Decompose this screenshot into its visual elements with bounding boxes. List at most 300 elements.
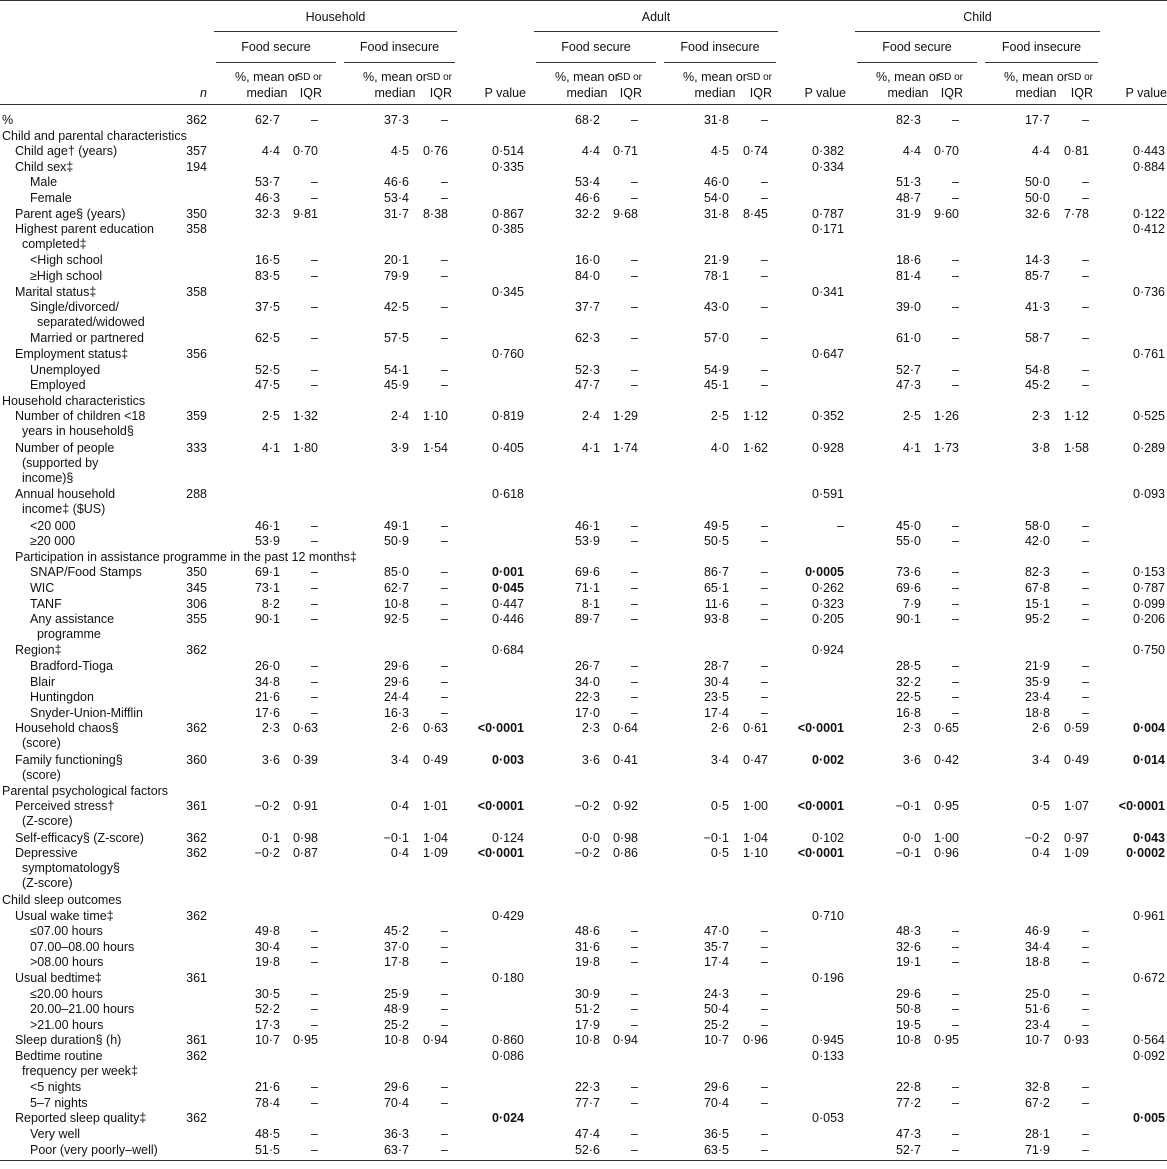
table-cell: 50·9 xyxy=(383,534,409,549)
table-cell: 53·4 xyxy=(574,175,600,190)
table-cell: 3·4 xyxy=(390,752,409,767)
table-cell: – xyxy=(952,300,959,315)
table-cell: – xyxy=(441,1017,448,1032)
table-cell: – xyxy=(1082,1017,1089,1032)
table-cell: – xyxy=(952,581,959,595)
table-cell: 21·9 xyxy=(1024,659,1050,673)
table-cell: – xyxy=(441,939,448,954)
table-cell: – xyxy=(311,253,318,268)
table-cell: 1·54 xyxy=(422,440,448,455)
table-cell: – xyxy=(631,1080,638,1095)
table-cell: 0·95 xyxy=(292,1033,318,1048)
table-cell: 52·5 xyxy=(254,362,280,377)
table-cell: – xyxy=(1082,1002,1089,1017)
table-cell: 31·8 xyxy=(703,206,729,221)
row-label: Any assistance programme xyxy=(30,612,115,642)
table-cell: 0·70 xyxy=(933,144,959,159)
table-cell: 57·5 xyxy=(383,331,409,346)
table-cell: 68·2 xyxy=(574,113,600,127)
table-cell: 0·761 xyxy=(1133,347,1165,361)
table-cell: – xyxy=(441,518,448,533)
table-cell: 0·004 xyxy=(1133,721,1165,736)
table-cell: 0·70 xyxy=(292,144,318,159)
col-sd-header: IQR xyxy=(1070,86,1093,100)
col-value-header: median xyxy=(246,86,288,100)
table-cell: 85·7 xyxy=(1024,269,1050,283)
table-cell: 0·099 xyxy=(1133,596,1165,611)
row-label: Huntingdon xyxy=(30,690,94,705)
table-cell: 61·0 xyxy=(895,331,921,346)
table-cell: 23·4 xyxy=(1024,1017,1050,1032)
table-cell: 2·6 xyxy=(710,721,729,736)
table-cell: 24·4 xyxy=(383,690,409,705)
table-cell: – xyxy=(1082,362,1089,377)
table-cell: 16·5 xyxy=(254,253,280,268)
table-cell: 57·0 xyxy=(703,331,729,346)
table-cell: 0·94 xyxy=(422,1033,448,1048)
table-cell: 0·91 xyxy=(292,799,318,814)
table-cell: – xyxy=(311,1002,318,1017)
table-cell: – xyxy=(1082,690,1089,705)
table-cell: 0·94 xyxy=(612,1033,638,1048)
table-cell: 0·5 xyxy=(710,846,729,861)
table-cell: 46·6 xyxy=(383,175,409,190)
table-cell: 0·684 xyxy=(492,643,524,658)
table-cell: 28·5 xyxy=(895,659,921,673)
table-cell: – xyxy=(1082,955,1089,970)
table-cell: – xyxy=(1082,986,1089,1001)
row-n: 333 xyxy=(186,440,207,455)
table-cell: 28·1 xyxy=(1024,1127,1050,1141)
row-n: 362 xyxy=(186,1111,207,1126)
table-cell: 2·5 xyxy=(902,409,921,424)
table-cell: – xyxy=(761,269,768,283)
table-cell: 17·6 xyxy=(254,705,280,720)
table-cell: – xyxy=(441,269,448,283)
table-cell: – xyxy=(761,565,768,580)
table-cell: 48·3 xyxy=(895,924,921,939)
table-cell: 11·6 xyxy=(704,596,729,611)
table-cell: 0·092 xyxy=(1133,1049,1165,1063)
table-cell: 0·41 xyxy=(612,752,638,767)
table-cell: – xyxy=(761,939,768,954)
table-cell: 2·5 xyxy=(261,409,280,424)
table-cell: 0·171 xyxy=(812,222,844,237)
table-cell: – xyxy=(761,674,768,689)
table-cell: 0·447 xyxy=(492,596,524,611)
table-cell: – xyxy=(631,331,638,346)
table-cell: – xyxy=(952,1142,959,1157)
table-cell: 2·5 xyxy=(710,409,729,424)
table-cell: – xyxy=(441,612,448,627)
table-cell: – xyxy=(761,175,768,190)
table-cell: 69·6 xyxy=(895,581,921,595)
table-cell: 79·9 xyxy=(383,269,409,283)
table-cell: 0·47 xyxy=(742,752,768,767)
table-cell: 37·7 xyxy=(574,300,600,315)
table-cell: – xyxy=(311,269,318,283)
col-value-header: %, mean or xyxy=(235,70,299,84)
table-cell: – xyxy=(761,362,768,377)
table-bottom-rule xyxy=(0,1160,1167,1161)
table-cell: 2·3 xyxy=(1031,409,1050,424)
table-cell: 30·5 xyxy=(254,986,280,1001)
row-label: Child sleep outcomes xyxy=(2,893,122,907)
subgroup-header: Food insecure xyxy=(359,40,440,54)
table-cell: 4·5 xyxy=(710,144,729,159)
table-cell: – xyxy=(1082,300,1089,315)
table-cell: 3·4 xyxy=(1031,752,1050,767)
table-cell: – xyxy=(952,1002,959,1017)
table-cell: 1·29 xyxy=(612,409,638,424)
table-cell: −0·1 xyxy=(895,799,921,814)
table-cell: 0·093 xyxy=(1133,487,1165,502)
table-cell: – xyxy=(631,690,638,705)
table-cell: – xyxy=(631,674,638,689)
row-n: 361 xyxy=(186,799,207,814)
table-cell: 0·96 xyxy=(742,1033,768,1048)
row-label: % xyxy=(2,113,14,127)
table-cell: – xyxy=(1082,331,1089,346)
row-label: Participation in assistance programme in the past 12 months‡ xyxy=(15,549,357,564)
table-cell: 0·352 xyxy=(812,409,844,424)
row-label: Number of people (supported by income)§ xyxy=(15,440,115,485)
table-cell: −0·2 xyxy=(574,846,600,861)
table-cell: 22·8 xyxy=(895,1080,921,1095)
table-cell: 37·0 xyxy=(383,939,409,954)
table-cell: 50·8 xyxy=(895,1002,921,1017)
col-sd-header: IQR xyxy=(749,86,772,100)
table-cell: 92·5 xyxy=(383,612,409,627)
row-label: Married or partnered xyxy=(30,331,144,346)
table-cell: – xyxy=(441,362,448,377)
table-cell: 0·289 xyxy=(1133,440,1165,455)
table-cell: <0·0001 xyxy=(797,721,844,736)
table-cell: 1·04 xyxy=(742,830,768,845)
row-n: 362 xyxy=(186,721,207,736)
table-cell: 18·8 xyxy=(1024,955,1050,970)
row-label: Child age† (years) xyxy=(15,144,118,159)
row-label: Single/divorced/ separated/widowed xyxy=(30,300,145,330)
table-cell: – xyxy=(441,175,448,190)
table-cell: 0·860 xyxy=(492,1033,524,1048)
table-cell: 0·95 xyxy=(933,799,959,814)
table-cell: <0·0001 xyxy=(797,799,844,814)
table-cell: 46·1 xyxy=(574,518,600,533)
row-label: Reported sleep quality‡ xyxy=(15,1111,147,1126)
table-cell: – xyxy=(1082,596,1089,611)
table-cell: −0·2 xyxy=(254,799,280,814)
table-cell: <0·0001 xyxy=(477,721,524,736)
table-cell: 35·7 xyxy=(703,939,729,954)
table-cell: 16·0 xyxy=(574,253,600,268)
row-label: Very well xyxy=(30,1127,81,1141)
table-cell: – xyxy=(441,534,448,549)
table-cell: – xyxy=(761,300,768,315)
col-p-header: P value xyxy=(804,86,846,100)
table-cell: – xyxy=(311,1080,318,1095)
table-cell: – xyxy=(761,596,768,611)
table-cell: – xyxy=(761,986,768,1001)
table-cell: 17·0 xyxy=(574,705,600,720)
table-cell: – xyxy=(952,1080,959,1095)
table-cell: – xyxy=(1082,175,1089,190)
table-cell: – xyxy=(311,1127,318,1141)
table-cell: – xyxy=(631,924,638,939)
table-cell: – xyxy=(631,1017,638,1032)
table-cell: – xyxy=(631,596,638,611)
table-cell: 46·6 xyxy=(574,191,600,205)
table-cell: 0·122 xyxy=(1133,206,1165,221)
table-cell: 1·12 xyxy=(742,409,768,424)
table-cell: 32·6 xyxy=(895,939,921,954)
table-cell: – xyxy=(761,955,768,970)
table-cell: −0·1 xyxy=(703,830,729,845)
group-header-rule xyxy=(534,31,778,32)
table-cell: 46·3 xyxy=(254,191,280,205)
table-cell: 65·1 xyxy=(703,581,729,595)
table-cell: 58·7 xyxy=(1024,331,1050,346)
table-cell: 3·6 xyxy=(581,752,600,767)
row-n: 356 xyxy=(186,347,207,361)
row-label: Bradford-Tioga xyxy=(30,659,113,673)
table-cell: – xyxy=(631,191,638,205)
row-n: 355 xyxy=(186,612,207,627)
table-cell: – xyxy=(311,596,318,611)
table-cell: 54·8 xyxy=(1024,362,1050,377)
table-cell: −0·1 xyxy=(383,830,409,845)
col-sd-header: SD or xyxy=(616,72,642,83)
table-cell: – xyxy=(837,518,844,533)
table-cell: 93·8 xyxy=(703,612,729,627)
table-cell: – xyxy=(1082,565,1089,580)
row-n: 358 xyxy=(186,222,207,237)
table-cell: 0·87 xyxy=(292,846,318,861)
table-cell: – xyxy=(952,659,959,673)
table-cell: −0·2 xyxy=(1024,830,1050,845)
col-sd-header: SD or xyxy=(296,72,322,83)
col-value-header: %, mean or xyxy=(876,70,940,84)
row-label: TANF xyxy=(30,596,62,611)
table-cell: −0·2 xyxy=(574,799,600,814)
table-cell: – xyxy=(952,565,959,580)
row-label: Usual bedtime‡ xyxy=(15,971,102,985)
row-n: 362 xyxy=(186,846,207,861)
table-cell: – xyxy=(1082,534,1089,549)
table-cell: – xyxy=(631,1142,638,1157)
table-cell: 71·1 xyxy=(574,581,600,595)
table-cell: – xyxy=(1082,378,1089,393)
table-cell: 0·133 xyxy=(812,1049,844,1063)
table-cell: – xyxy=(441,986,448,1001)
table-cell: 54·0 xyxy=(703,191,729,205)
table-cell: 0·124 xyxy=(492,830,524,845)
table-cell: 0·76 xyxy=(422,144,448,159)
table-cell: – xyxy=(441,596,448,611)
table-cell: 1·74 xyxy=(612,440,638,455)
row-label: 07.00–08.00 hours xyxy=(30,939,135,954)
subgroup-header: Food secure xyxy=(241,40,311,54)
row-n: 362 xyxy=(186,113,207,127)
table-cell: 25·2 xyxy=(383,1017,409,1032)
table-cell: 3·6 xyxy=(261,752,280,767)
table-cell: – xyxy=(952,705,959,720)
table-cell: 49·5 xyxy=(703,518,729,533)
row-label: Parental psychological factors xyxy=(2,783,169,798)
table-cell: – xyxy=(631,269,638,283)
row-label: Usual wake time‡ xyxy=(15,908,114,923)
table-cell: 18·6 xyxy=(895,253,921,268)
table-cell: – xyxy=(311,175,318,190)
table-cell: <0·0001 xyxy=(477,846,524,861)
col-p-header: P value xyxy=(1125,86,1167,100)
table-cell: 48·7 xyxy=(895,191,921,205)
table-cell: 1·07 xyxy=(1063,799,1089,814)
table-cell: – xyxy=(311,581,318,595)
table-cell: – xyxy=(952,362,959,377)
table-cell: 1·32 xyxy=(292,409,318,424)
table-cell: – xyxy=(952,1127,959,1141)
table-cell: – xyxy=(441,690,448,705)
table-cell: – xyxy=(441,331,448,346)
table-cell: 25·2 xyxy=(703,1017,729,1032)
table-cell: – xyxy=(441,113,448,127)
row-label: Household chaos§ (score) xyxy=(15,721,119,751)
table-cell: 30·4 xyxy=(703,674,729,689)
table-cell: – xyxy=(952,674,959,689)
table-cell: 17·3 xyxy=(254,1017,280,1032)
table-cell: 4·1 xyxy=(581,440,600,455)
table-cell: 0·59 xyxy=(1063,721,1089,736)
table-cell: 0·924 xyxy=(812,643,844,658)
row-label: ≤07.00 hours xyxy=(30,924,103,939)
table-cell: 32·6 xyxy=(1024,206,1050,221)
table-cell: 53·4 xyxy=(383,191,409,205)
table-cell: 21·9 xyxy=(703,253,729,268)
table-cell: 10·7 xyxy=(1024,1033,1050,1048)
row-label: Bedtime routine frequency per week‡ xyxy=(15,1049,138,1078)
table-cell: – xyxy=(1082,113,1089,127)
row-n: 361 xyxy=(186,1033,207,1048)
table-cell: 10·7 xyxy=(254,1033,280,1048)
table-cell: – xyxy=(761,1142,768,1157)
table-cell: 69·6 xyxy=(574,565,600,580)
table-cell: 0·043 xyxy=(1133,830,1165,845)
table-cell: 8·1 xyxy=(581,596,600,611)
table-cell: – xyxy=(1082,659,1089,673)
table-cell: 8·38 xyxy=(422,206,448,221)
col-sd-header: SD or xyxy=(746,72,772,83)
table-cell: 45·0 xyxy=(895,518,921,533)
row-label: Male xyxy=(30,175,58,190)
table-cell: – xyxy=(311,986,318,1001)
table-cell: 0·180 xyxy=(492,971,524,985)
table-cell: 0·4 xyxy=(1031,846,1050,861)
group-header-rule xyxy=(214,31,457,32)
table-cell: – xyxy=(761,534,768,549)
table-cell: – xyxy=(311,659,318,673)
table-cell: 1·73 xyxy=(933,440,959,455)
table-cell: – xyxy=(631,705,638,720)
table-cell: 16·3 xyxy=(383,705,409,720)
row-n: 350 xyxy=(186,206,207,221)
row-label: Sleep duration§ (h) xyxy=(15,1033,122,1048)
subgroup-header: Food insecure xyxy=(680,40,760,54)
table-cell: 0·0 xyxy=(902,830,921,845)
table-cell: – xyxy=(631,565,638,580)
row-n: 362 xyxy=(186,643,207,658)
table-cell: 77·2 xyxy=(895,1095,921,1110)
table-cell: – xyxy=(631,175,638,190)
table-cell: – xyxy=(311,955,318,970)
table-cell: 10·8 xyxy=(895,1033,921,1048)
table-cell: 1·58 xyxy=(1063,440,1089,455)
table-cell: 17·4 xyxy=(703,705,729,720)
table-cell: 1·10 xyxy=(742,846,768,861)
table-cell: – xyxy=(441,581,448,595)
table-cell: 62·7 xyxy=(383,581,409,595)
table-cell: 1·80 xyxy=(292,440,318,455)
table-cell: 86·7 xyxy=(703,565,729,580)
table-cell: 34·8 xyxy=(254,674,280,689)
table-cell: −0·2 xyxy=(254,846,280,861)
subgroup-header-rule xyxy=(664,62,776,63)
table-cell: 1·09 xyxy=(1063,846,1089,861)
table-cell: – xyxy=(952,175,959,190)
table-cell: – xyxy=(631,1002,638,1017)
table-cell: – xyxy=(441,924,448,939)
table-cell: 29·6 xyxy=(895,986,921,1001)
table-cell: – xyxy=(441,1002,448,1017)
table-cell: 10·7 xyxy=(703,1033,729,1048)
row-n: 362 xyxy=(186,908,207,923)
table-cell: 54·9 xyxy=(703,362,729,377)
table-cell: – xyxy=(311,705,318,720)
row-label: Child and parental characteristics xyxy=(2,128,187,143)
table-cell: 34·4 xyxy=(1024,939,1050,954)
row-label: Household characteristics xyxy=(2,393,146,408)
table-cell: – xyxy=(952,518,959,533)
table-cell: – xyxy=(311,362,318,377)
table-cell: – xyxy=(761,518,768,533)
table-cell: 0·787 xyxy=(812,206,844,221)
table-cell: 0·618 xyxy=(492,487,524,502)
subgroup-header-rule xyxy=(216,62,336,63)
subgroup-header: Food insecure xyxy=(1001,40,1082,54)
group-header: Child xyxy=(963,10,992,24)
table-cell: 48·9 xyxy=(383,1002,409,1017)
row-label: >08.00 hours xyxy=(30,955,104,970)
table-cell: – xyxy=(761,1095,768,1110)
table-cell: 2·3 xyxy=(902,721,921,736)
table-cell: 51·2 xyxy=(574,1002,600,1017)
col-sd-header: SD or xyxy=(1067,72,1093,83)
row-label: WIC xyxy=(30,581,55,595)
table-cell: 0·49 xyxy=(1063,752,1089,767)
table-cell: <0·0001 xyxy=(797,846,844,861)
table-cell: 83·5 xyxy=(254,269,280,283)
table-cell: – xyxy=(952,955,959,970)
table-cell: 0·97 xyxy=(1063,830,1089,845)
table-cell: – xyxy=(1082,674,1089,689)
table-cell: 53·9 xyxy=(574,534,600,549)
table-cell: 0·005 xyxy=(1133,1111,1165,1126)
table-cell: 0·205 xyxy=(812,612,844,627)
table-cell: 0·001 xyxy=(492,565,524,580)
table-cell: 2·6 xyxy=(1031,721,1050,736)
table-cell: 3·6 xyxy=(902,752,921,767)
table-cell: 1·62 xyxy=(742,440,768,455)
